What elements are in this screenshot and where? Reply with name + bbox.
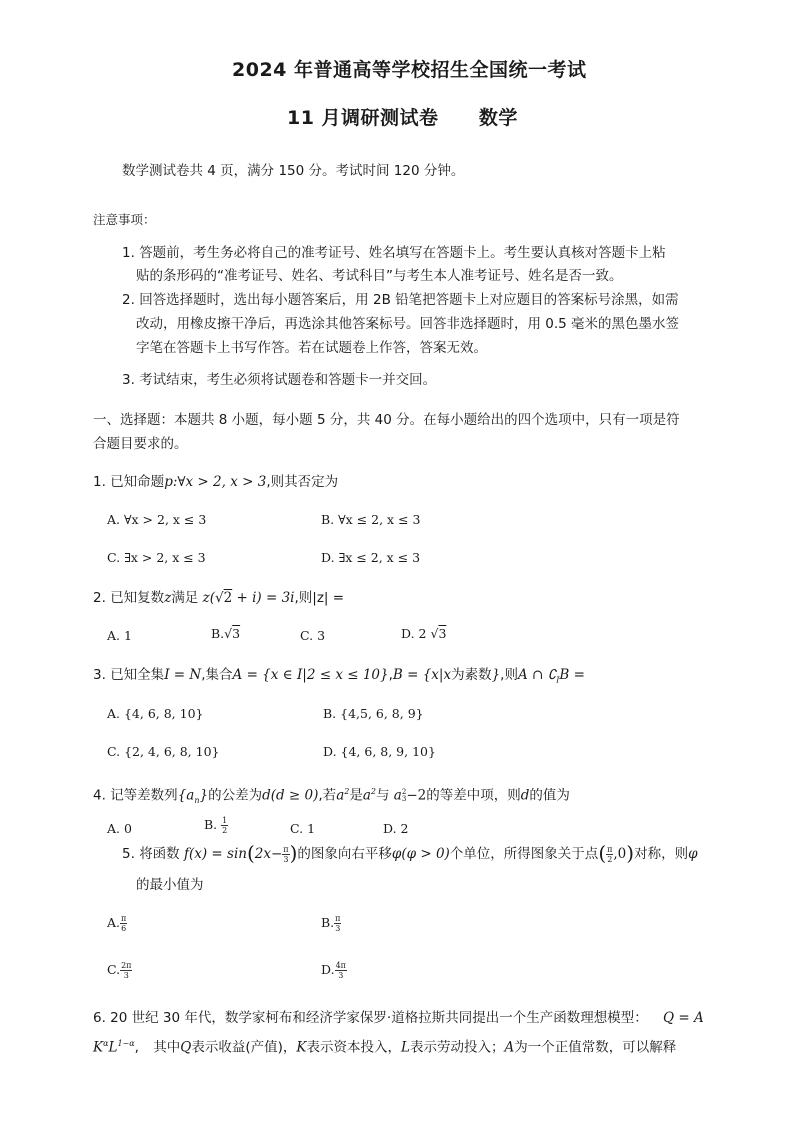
question-2-option-c: C. 3 — [300, 628, 326, 643]
notice-item-1-line-2: 贴的条形码的“准考证号、姓名、考试科目”与考生本人准考证号、姓名是否一致。 — [136, 268, 623, 284]
question-5-stem-line-2: 的最小值为 — [136, 877, 204, 893]
notice-item-3: 3. 考试结束，考生必须将试题卷和答题卡一并交回。 — [122, 372, 437, 388]
subtitle-subject: 数学 — [478, 107, 518, 129]
exam-title: 2024 年普通高等学校招生全国统一考试 — [232, 59, 587, 81]
section-heading-line-1: 一、选择题：本题共 8 小题，每小题 5 分，共 40 分。在每小题给出的四个选项中，只有一项是符 — [93, 412, 680, 428]
question-3-option-d: D. {4, 6, 8, 9, 10} — [323, 744, 436, 759]
question-6-formula-start: Q = A — [663, 1010, 704, 1026]
notice-item-1: 1. 答题前，考生务必将自己的准考证号、姓名填写在答题卡上。考生要认真核对答题卡上粘 — [122, 245, 666, 261]
question-5-option-b: B. $\frac{\pi}{3}$ — [321, 914, 341, 933]
exam-intro: 数学测试卷共 4 页，满分 150 分。考试时间 120 分钟。 — [122, 163, 465, 179]
question-1-stem: 1. 已知命题p:∀x > 2, x > 3,则其否定为 — [93, 474, 339, 490]
question-1-option-c: C. ∃x > 2, x ≤ 3 — [107, 550, 206, 565]
question-2-option-b: B.√3 — [211, 626, 241, 641]
question-5-option-c: C. $\frac{2\pi}{3}$ — [107, 961, 132, 980]
notice-item-2-line-2: 改动，用橡皮擦干净后，再选涂其他答案标号。回答非选择题时，用 0.5 毫米的黑色墨水签 — [136, 316, 680, 332]
notice-heading: 注意事项： — [93, 212, 156, 227]
question-4-option-a: A. 0 — [107, 821, 132, 836]
notice-item-2-line-3: 字笔在答题卡上书写作答。若在试题卷上作答，答案无效。 — [136, 340, 487, 356]
question-2-option-a: A. 1 — [107, 628, 132, 643]
question-5-option-a: A. $\frac{\pi}{6}$ — [107, 914, 127, 933]
notice-item-2: 2. 回答选择题时，选出每小题答案后，用 2B 铅笔把答题卡上对应题目的答案标号涂黑，如需 — [122, 292, 679, 308]
question-5-stem: 5. 将函数 f(x) = sin(2x− $\frac{\pi}{3}$ )的图象向右平移φ(φ > 0)个单位，所得图象关于点( $\frac{\pi}{2}$ ,0)对称，则φ — [122, 841, 698, 865]
question-4-option-c: C. 1 — [290, 821, 316, 836]
question-6-stem: 6. 20 世纪 30 年代，数学家柯布和经济学家保罗·道格拉斯共同提出一个生产函数理想模型： — [93, 1010, 648, 1026]
question-5-option-d: D. $\frac{4\pi}{3}$ — [321, 961, 346, 980]
question-4-option-d: D. 2 — [383, 821, 409, 836]
question-3-option-c: C. {2, 4, 6, 8, 10} — [107, 744, 220, 759]
exam-subtitle — [287, 103, 518, 130]
question-4-option-b: B. $\frac{1}{2}$ — [204, 816, 228, 835]
question-2-option-d: D. 2 √3 — [401, 626, 447, 641]
question-3-stem: 3. 已知全集I = N,集合A = {x ∈ I|2 ≤ x ≤ 10},B = {x|x为素数},则A ∩ $∁_IB$ = — [93, 667, 585, 685]
question-1-option-d: D. ∃x ≤ 2, x ≤ 3 — [321, 550, 421, 565]
question-1-option-b: B. ∀x ≤ 2, x ≤ 3 — [321, 512, 421, 527]
question-4-stem: 4. 记等差数列$\{a_n\}$的公差为d(d ≥ 0),若$a^2$是$a^2$与 a 2 3 −2的等差中项，则d的值为 — [93, 787, 570, 806]
question-2-stem: 2. 已知复数z满足 z(√2 + i) = 3i,则|z| = — [93, 590, 345, 606]
section-heading-line-2: 合题目要求的。 — [93, 436, 188, 452]
question-3-option-b: B. {4,5, 6, 8, 9} — [323, 706, 424, 721]
question-3-option-a: A. {4, 6, 8, 10} — [107, 706, 204, 721]
question-1-option-a: A. ∀x > 2, x ≤ 3 — [107, 512, 207, 527]
question-6-stem-line-2: $K^\alpha L^{1-\alpha}$, 其中Q表示收益(产值)，K表示资本投入，L表示劳动投入；A为一个正值常数，可以解释 — [93, 1039, 677, 1056]
subtitle-left: 11 月调研测试卷 — [287, 107, 439, 129]
